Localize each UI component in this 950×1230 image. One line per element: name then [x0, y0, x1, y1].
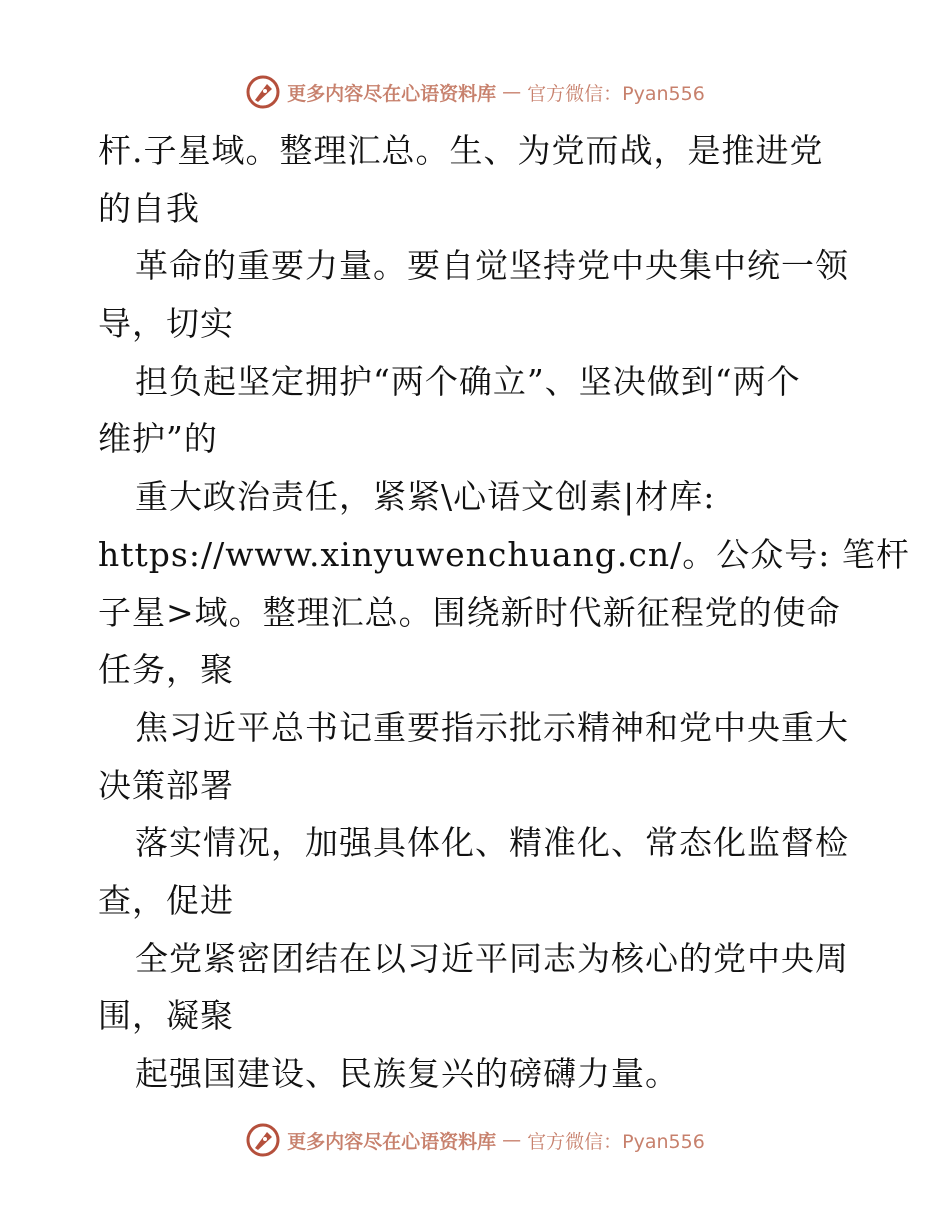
- body-text-line: 查，促进: [98, 880, 234, 920]
- body-text-line: 重大政治责任，紧紧\心语文创素|材库:: [135, 477, 716, 517]
- footer-separator: —: [502, 1129, 522, 1151]
- header-wechat-text: 官方微信：Pyan556: [527, 82, 705, 105]
- header-separator: —: [502, 81, 522, 103]
- body-text-line: 焦习近平总书记重要指示批示精神和党中央重大: [135, 707, 849, 747]
- document-body: [98, 122, 910, 1103]
- body-text-line: 革命的重要力量。要自觉坚持党中央集中统一领: [135, 246, 849, 286]
- footer-banner: [0, 1118, 950, 1162]
- body-text-line: 全党紧密团结在以习近平同志为核心的党中央周: [135, 938, 849, 978]
- footer-banner-content: [245, 1122, 705, 1158]
- body-text-line: 杆.子星域。整理汇总。生、为党而战，是推进党: [98, 131, 824, 170]
- header-banner-content: [245, 74, 705, 110]
- body-text-line: 决策部署: [98, 765, 234, 805]
- header-banner: [0, 70, 950, 114]
- body-text-line: 围，凝聚: [98, 996, 234, 1036]
- body-text-line: 落实情况，加强具体化、精准化、常态化监督检: [135, 823, 849, 863]
- footer-wechat-text: 官方微信：Pyan556: [527, 1130, 705, 1153]
- body-text-line: 导，切实: [98, 304, 234, 344]
- pen-nib-logo-icon: [245, 74, 281, 110]
- body-text-line: 担负起坚定拥护“两个确立”、坚决做到“两个: [135, 361, 801, 401]
- body-text-line: 起强国建设、民族复兴的磅礴力量。: [135, 1054, 679, 1093]
- body-text-line: 的自我: [98, 188, 200, 228]
- header-brand-text: 更多内容尽在心语资料库: [287, 82, 497, 105]
- body-text-line: https://www.xinyuwenchuang.cn/。公众号: 笔杆: [98, 534, 910, 574]
- body-text-line: 任务，聚: [98, 650, 234, 690]
- pen-nib-logo-icon: [245, 1122, 281, 1158]
- body-text-line: 子星>域。整理汇总。围绕新时代新征程党的使命: [98, 592, 841, 632]
- body-text-line: 维护”的: [98, 419, 218, 459]
- footer-brand-text: 更多内容尽在心语资料库: [287, 1130, 497, 1153]
